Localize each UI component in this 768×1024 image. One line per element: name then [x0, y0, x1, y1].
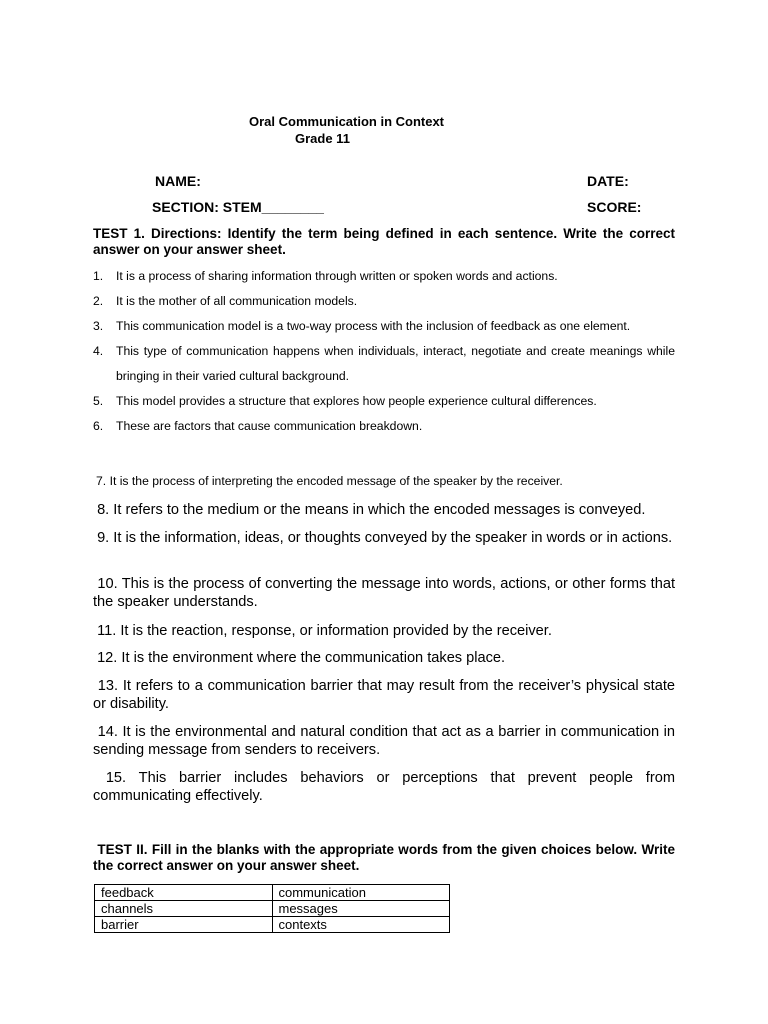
- item-text: This barrier includes behaviors or perceptions that prevent people from communicating effectively.: [93, 770, 675, 804]
- name-label: NAME:: [155, 173, 201, 189]
- item-text: It is the environment where the communication takes place.: [121, 650, 506, 666]
- list-item: [93, 289, 675, 314]
- list-item: [93, 414, 675, 439]
- item-text: It is the reaction, response, or information provided by the receiver.: [120, 623, 552, 639]
- table-cell: communication: [272, 885, 450, 901]
- item-text: This model provides a structure that explores how people experience cultural differences.: [116, 394, 597, 408]
- test2-directions: [93, 842, 675, 874]
- item-number: 6.: [93, 419, 104, 433]
- item-number: 12.: [97, 650, 118, 666]
- item-text: It is the information, ideas, or thoughts conveyed by the speaker in words or in actions.: [113, 530, 673, 546]
- test1-directions: TEST 1. Directions: Identify the term being defined in each sentence. Write the correct answer on your answer sheet.: [93, 226, 675, 257]
- table-cell: channels: [95, 901, 273, 917]
- item-number: 13.: [97, 678, 119, 694]
- item-text: This is the process of converting the message into words, actions, or other forms that the speaker understands.: [93, 576, 676, 610]
- table-cell: contexts: [272, 917, 450, 933]
- item-number: 5.: [93, 394, 104, 408]
- list-item: [93, 529, 675, 547]
- table-row: [95, 901, 450, 917]
- list-item: [93, 723, 675, 759]
- section-label: SECTION: STEM________: [152, 199, 324, 215]
- item-number: 10.: [97, 576, 118, 592]
- item-text: It is the mother of all communication models.: [116, 294, 358, 308]
- item-number: 11.: [97, 623, 117, 639]
- item-text: This type of communication happens when individuals, interact, negotiate and create meanings while bringing in their varied cultural background.: [116, 344, 675, 383]
- table-cell: barrier: [95, 917, 273, 933]
- item-text: It is a process of sharing information through written or spoken words and actions.: [116, 269, 558, 283]
- list-item: [93, 649, 675, 667]
- item-number: 9.: [97, 530, 110, 546]
- table-row: [95, 917, 450, 933]
- item-number: 14.: [97, 724, 118, 740]
- grade-label: Grade 11: [295, 131, 350, 146]
- item-number: 1.: [93, 269, 104, 283]
- table-cell: messages: [272, 901, 450, 917]
- item-text: It is the environmental and natural condition that act as a barrier in communication in sending message from senders to receivers.: [93, 724, 675, 758]
- item-text: This communication model is a two-way process with the inclusion of feedback as one element.: [116, 319, 631, 333]
- list-item: [93, 389, 675, 414]
- list-item: [93, 677, 675, 713]
- choices-table: [94, 884, 450, 933]
- item-number: 4.: [93, 344, 104, 358]
- list-item: [93, 575, 675, 611]
- item-text: It refers to a communication barrier that may result from the receiver’s physical state or disability.: [93, 678, 676, 712]
- date-label: DATE:: [587, 173, 629, 189]
- list-item: [93, 501, 675, 519]
- list-item: [96, 474, 676, 488]
- document-title: Oral Communication in Context: [249, 114, 445, 129]
- list-item: [93, 769, 675, 805]
- item-text: It is the process of interpreting the encoded message of the speaker by the receiver.: [109, 474, 563, 488]
- list-item: [93, 264, 675, 289]
- item-number: 8.: [97, 502, 110, 518]
- test1-list-small: [93, 264, 675, 439]
- item-number: 7.: [96, 474, 107, 488]
- list-item: [93, 314, 675, 339]
- item-number: 3.: [93, 319, 104, 333]
- test2-directions-text: TEST II. Fill in the blanks with the appropriate words from the given choices below. Write the correct answer on your answer sheet.: [93, 842, 675, 873]
- list-item: [93, 622, 675, 640]
- list-item: [93, 339, 675, 389]
- table-row: [95, 885, 450, 901]
- item-number: 15.: [105, 770, 127, 786]
- item-text: It refers to the medium or the means in which the encoded messages is conveyed.: [113, 502, 646, 518]
- item-text: These are factors that cause communication breakdown.: [116, 419, 423, 433]
- item-number: 2.: [93, 294, 104, 308]
- score-label: SCORE:: [587, 199, 642, 215]
- table-cell: feedback: [95, 885, 273, 901]
